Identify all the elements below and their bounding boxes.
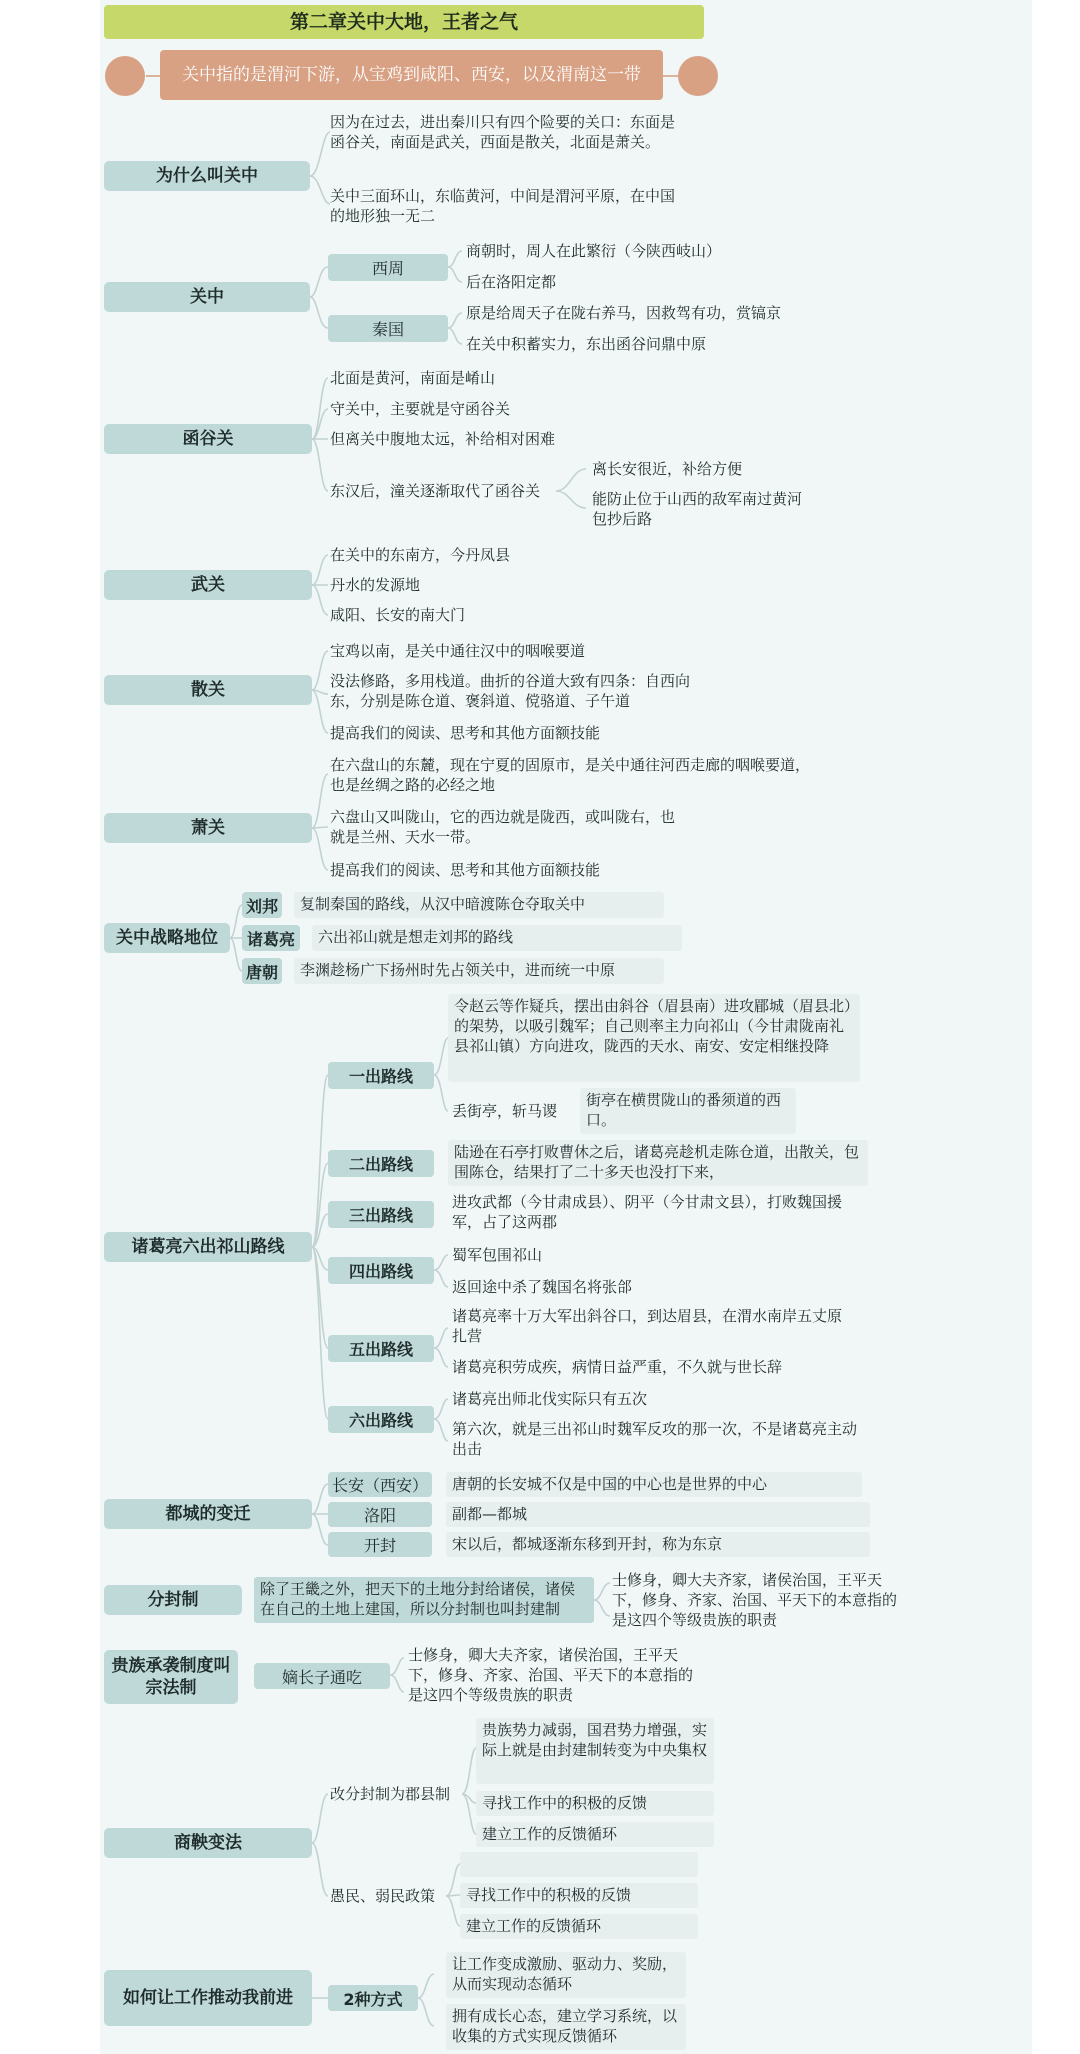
hangu-item-1: 北面是黄河，南面是崤山 (330, 369, 496, 387)
zhuge-r6-a: 诸葛亮出师北伐实际只有五次 (452, 1390, 648, 1408)
zhuge-route-3: 三出路线 (328, 1201, 434, 1228)
xizhou-item-2: 后在洛阳定都 (466, 273, 557, 291)
sub-xizhou: 西周 (328, 254, 448, 281)
strategy-text-3: 李渊趁杨广下扬州时先占领关中，进而统一中原 (294, 958, 664, 984)
node-wuguan: 武关 (104, 570, 312, 600)
strategy-who-1: 刘邦 (242, 892, 282, 918)
shangyang-a-item-2: 寻找工作中的积极的反馈 (476, 1791, 714, 1816)
xizhou-item-1: 商朝时，周人在此繁衍（今陕西岐山） (466, 242, 722, 260)
zhuge-r6-b: 第六次，就是三出祁山时魏军反攻的那一次，不是诸葛亮主动出击 (452, 1420, 858, 1458)
zhuge-r5-a: 诸葛亮率十万大军出斜谷口，到达眉县，在渭水南岸五丈原扎营 (452, 1307, 843, 1345)
capital-who-3: 开封 (328, 1532, 432, 1557)
node-strategy: 关中战略地位 (104, 923, 230, 953)
page-title: 第二章关中大地，王者之气 (104, 5, 704, 39)
shangyang-a-item-1: 贵族势力减弱，国君势力增强，实际上就是由封建制转变为中央集权 (476, 1718, 714, 1784)
capital-who-2: 洛阳 (328, 1502, 432, 1527)
zhuge-route-1: 一出路线 (328, 1062, 434, 1089)
node-zongfa: 贵族承袭制度叫宗法制 (104, 1650, 238, 1704)
zhuge-r1-a: 令赵云等作疑兵，摆出由斜谷（眉县南）进攻郿城（眉县北）的架势，以吸引魏军；自己则率主力向祁山（今甘肃陇南礼县祁山镇）方向进攻，陇西的天水、南安、安定相继投降 (448, 994, 860, 1082)
work-mid: 2种方式 (328, 1985, 418, 2011)
xiaoguan-item-2: 六盘山又叫陇山，它的西边就是陇西，或叫陇右，也就是兰州、天水一带。 (330, 808, 676, 846)
why-item-1: 因为在过去，进出秦川只有四个险要的关口：东面是函谷关，南面是武关，西面是散关，北面是萧关。 (330, 113, 676, 151)
zhuge-route-6: 六出路线 (328, 1406, 434, 1433)
shangyang-b-label: 愚民、弱民政策 (330, 1887, 436, 1905)
fenfeng-mid: 除了王畿之外，把天下的土地分封给诸侯，诸侯在自己的土地上建国，所以分封制也叫封建制 (254, 1577, 594, 1623)
xiaoguan-item-1: 在六盘山的东麓，现在宁夏的固原市，是关中通往河西走廊的咽喉要道，也是丝绸之路的必经之地 (330, 756, 811, 794)
strategy-who-3: 唐朝 (242, 958, 282, 984)
tongguan-item-2: 能防止位于山西的敌军南过黄河包抄后路 (592, 490, 803, 528)
wuguan-item-1: 在关中的东南方，今丹凤县 (330, 546, 511, 564)
work-item-1: 让工作变成激励、驱动力、奖励，从而实现动态循环 (446, 1952, 686, 1998)
zhuge-route-4: 四出路线 (328, 1257, 434, 1284)
zhuge-r4-b: 返回途中杀了魏国名将张郃 (452, 1278, 633, 1296)
zhuge-route-5: 五出路线 (328, 1335, 434, 1362)
hangu-item-4: 东汉后，潼关逐渐取代了函谷关 (330, 482, 541, 500)
shangyang-a-label: 改分封制为郡县制 (330, 1785, 451, 1803)
shangyang-b-item-2: 寻找工作中的积极的反馈 (460, 1883, 698, 1908)
qin-item-2: 在关中积蓄实力，东出函谷问鼎中原 (466, 335, 707, 353)
node-sanguan: 散关 (104, 675, 312, 705)
shangyang-b-item-3: 建立工作的反馈循环 (460, 1914, 698, 1939)
qin-item-1: 原是给周天子在陇右养马，因救驾有功，赏镐京 (466, 304, 782, 322)
zhuge-route-2: 二出路线 (328, 1150, 434, 1177)
node-zhuge: 诸葛亮六出祁山路线 (104, 1232, 312, 1262)
node-work: 如何让工作推动我前进 (104, 1970, 312, 2026)
node-why-guanzhong: 为什么叫关中 (104, 161, 310, 191)
capital-text-3: 宋以后，都城逐渐东移到开封，称为东京 (446, 1532, 870, 1557)
why-item-2: 关中三面环山，东临黄河，中间是渭河平原，在中国的地形独一无二 (330, 187, 676, 225)
fenfeng-right: 士修身，卿大夫齐家，诸侯治国，王平天下，修身、齐家、治国、平天下的本意指的是这四个等级贵族的职责 (612, 1571, 898, 1629)
node-guanzhong: 关中 (104, 282, 310, 312)
node-capital: 都城的变迁 (104, 1499, 312, 1529)
wuguan-item-3: 咸阳、长安的南大门 (330, 606, 466, 624)
zhuge-r3-a: 进攻武都（今甘肃成县）、阴平（今甘肃文县），打败魏国援军，占了这两郡 (452, 1193, 843, 1231)
capital-text-1: 唐朝的长安城不仅是中国的中心也是世界的中心 (446, 1472, 862, 1497)
zhuge-r4-a: 蜀军包围祁山 (452, 1246, 543, 1264)
capital-who-1: 长安（西安） (328, 1472, 432, 1497)
strategy-who-2: 诸葛亮 (242, 925, 300, 951)
node-hanguguan: 函谷关 (104, 424, 312, 454)
zongfa-right: 士修身，卿大夫齐家，诸侯治国，王平天下，修身、齐家、治国、平天下的本意指的是这四个等级贵族的职责 (408, 1646, 694, 1704)
hangu-item-3: 但离关中腹地太远，补给相对困难 (330, 430, 556, 448)
node-shangyang: 商鞅变法 (104, 1828, 312, 1858)
sanguan-item-1: 宝鸡以南，是关中通往汉中的咽喉要道 (330, 642, 586, 660)
shangyang-b-item-1 (460, 1852, 698, 1877)
decor-circle-right (678, 56, 718, 96)
subtitle-node: 关中指的是渭河下游，从宝鸡到咸阳、西安，以及渭南这一带 (160, 50, 663, 100)
xiaoguan-item-3: 提高我们的阅读、思考和其他方面额技能 (330, 861, 601, 879)
zhuge-r1-c: 街亭在横贯陇山的番须道的西口。 (580, 1088, 796, 1134)
wuguan-item-2: 丹水的发源地 (330, 576, 421, 594)
tongguan-item-1: 离长安很近，补给方便 (592, 460, 743, 478)
zongfa-mid: 嫡长子通吃 (254, 1663, 390, 1689)
sanguan-item-2: 没法修路，多用栈道。曲折的谷道大致有四条：自西向东，分别是陈仓道、褒斜道、傥骆道、子午道 (330, 672, 691, 710)
strategy-text-1: 复制秦国的路线，从汉中暗渡陈仓夺取关中 (294, 892, 664, 918)
shangyang-a-item-3: 建立工作的反馈循环 (476, 1822, 714, 1847)
sub-qin: 秦国 (328, 315, 448, 342)
node-fenfeng: 分封制 (104, 1585, 242, 1615)
zhuge-r2-a: 陆逊在石亭打败曹休之后，诸葛亮趁机走陈仓道，出散关，包围陈仓，结果打了二十多天也没打下来， (448, 1140, 868, 1186)
hangu-item-2: 守关中，主要就是守函谷关 (330, 400, 511, 418)
capital-text-2: 副都—都城 (446, 1502, 870, 1527)
zhuge-r5-b: 诸葛亮积劳成疾，病情日益严重，不久就与世长辞 (452, 1358, 783, 1376)
work-item-2: 拥有成长心态，建立学习系统，以收集的方式实现反馈循环 (446, 2004, 686, 2050)
node-xiaoguan: 萧关 (104, 813, 312, 843)
strategy-text-2: 六出祁山就是想走刘邦的路线 (312, 925, 682, 951)
decor-circle-left (105, 56, 145, 96)
zhuge-r1-b: 丢街亭，斩马谡 (452, 1102, 558, 1120)
sanguan-item-3: 提高我们的阅读、思考和其他方面额技能 (330, 724, 601, 742)
